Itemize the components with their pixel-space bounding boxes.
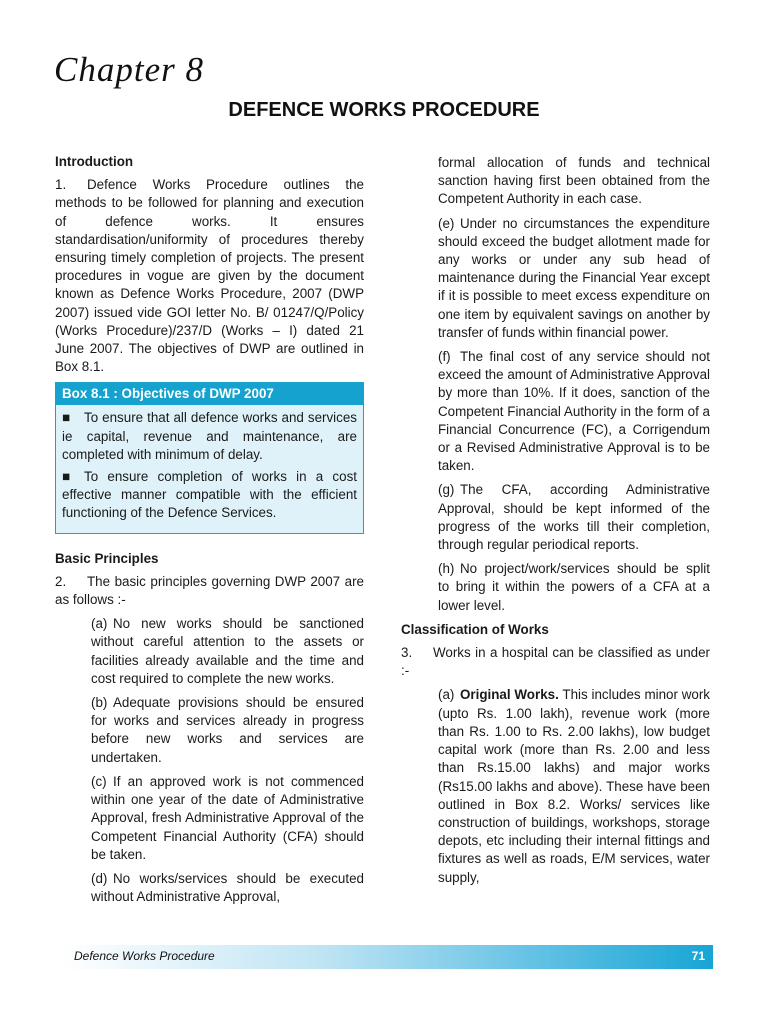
- page-footer: [62, 945, 713, 969]
- paragraph-3: [401, 644, 710, 680]
- principle-label: (g): [438, 482, 455, 498]
- principle-label: (c): [91, 773, 107, 789]
- principle-text: No project/work/services should be split to bring it within the powers of a CFA at a lower level.: [438, 561, 710, 613]
- principle-a: [55, 615, 364, 688]
- objectives-box-title: Box 8.1 : Objectives of DWP 2007: [56, 383, 363, 405]
- paragraph-1-text: Defence Works Procedure outlines the methods to be followed for planning and execution of defence works. It ensures standardisation/uniformity of procedures thereby ensuring timely completion of projects. The present procedures in vogue are given by the document known as Defence Works Procedure, 2007 (DWP 2007) issued vide GOI letter No. B/ 01247/Q/Policy (Works Procedure)/237/D (Works – I) dated 21 June 2007. The objectives of DWP are outlined in Box 8.1.: [55, 177, 364, 375]
- basic-principles-heading: Basic Principles: [55, 550, 159, 566]
- principle-text: If an approved work is not commenced within one year of the date of Administrative Approval, fresh Administrative Approval of the Competent Financial Authority (CFA) should be taken.: [91, 773, 364, 862]
- principle-f: [401, 348, 710, 475]
- principle-text: Under no circumstances the expenditure should exceed the budget allotment made for any works or under any sub head of maintenance during the Financial Year except if it is possible to meet excess expenditure on one item by equivalent savings on another by transfer of funds within financial power.: [438, 215, 710, 340]
- paragraph-3-text: Works in a hospital can be classified as under :-: [401, 645, 710, 679]
- principle-text: Adequate provisions should be ensured for works and services already in progress before new works and services are undertaken.: [91, 695, 364, 765]
- item-label: (a): [438, 687, 455, 703]
- objective-item-text: To ensure that all defence works and services ie capital, revenue and maintenance, are completed with minimum of delay.: [62, 410, 357, 462]
- chapter-label: Chapter 8: [54, 50, 204, 89]
- page-title: DEFENCE WORKS PROCEDURE: [228, 99, 540, 121]
- principle-label: (d): [91, 870, 108, 886]
- principle-text: The CFA, according Administrative Approval, should be kept informed of the progress of the works till their completion, through regular periodical reports.: [438, 482, 710, 553]
- principle-g: [401, 481, 710, 554]
- paragraph-3-number: 3.: [401, 645, 413, 661]
- paragraph-1: [55, 176, 364, 376]
- principle-label: (a): [91, 616, 108, 632]
- objectives-box: [55, 382, 364, 533]
- principle-c: [55, 773, 364, 864]
- principle-text: No works/services should be executed without Administrative Approval,: [91, 870, 364, 905]
- principle-b: [55, 694, 364, 767]
- principle-text: The final cost of any service should not exceed the amount of Administrative Approval by more than 10%. If it does, sanction of the Competent Financial Authority in the form of a Financial Concurrence (FC), a Corrigendum or a Revised Administrative Approval is to be taken.: [438, 349, 710, 474]
- left-column: [55, 153, 364, 912]
- principle-e: [401, 215, 710, 342]
- principle-h: [401, 560, 710, 615]
- paragraph-2-text: The basic principles governing DWP 2007 are as follows :-: [55, 573, 364, 608]
- intro-heading: Introduction: [55, 154, 134, 169]
- objective-item: [62, 409, 357, 464]
- original-works-item: [401, 686, 710, 886]
- principle-label: (e): [438, 215, 455, 231]
- principle-label: (h): [438, 561, 455, 577]
- principle-label: (f): [438, 349, 451, 365]
- objectives-box-body: [56, 405, 363, 532]
- paragraph-2: [55, 573, 364, 609]
- paragraph-1-number: 1.: [55, 177, 67, 193]
- original-works-term: Original Works.: [460, 687, 559, 703]
- principle-label: (b): [91, 695, 108, 711]
- objective-item-text: To ensure completion of works in a cost effective manner compatible with the efficient functioning of the Defence Services.: [62, 469, 357, 521]
- bullet-square-icon: ■: [62, 410, 71, 426]
- principle-d-continued: formal allocation of funds and technical sanction having first been obtained from the Competent Authority in each case.: [438, 155, 710, 207]
- right-column: [401, 154, 710, 893]
- original-works-text: This includes minor work (upto Rs. 1.00 lakh), revenue work (more than Rs. 1.00 to Rs. 2.00 lakhs), low budget capital work (more than Rs. 2.00 and less than Rs.15.00 lakhs) and major works (Rs15.00 lakhs and above). These have been outlined in Box 8.2. Works/ services like construction of buildings, workshops, storage depots, etc including their internal fittings and fixtures as well as roads, E/M services, water supply,: [438, 687, 711, 885]
- paragraph-2-number: 2.: [55, 573, 67, 589]
- classification-heading: Classification of Works: [401, 621, 549, 637]
- objective-item: [62, 468, 357, 523]
- bullet-square-icon: ■: [62, 469, 71, 485]
- principle-text: No new works should be sanctioned without careful attention to the assets or facilities already available and the time and cost required to complete the new works.: [91, 616, 364, 686]
- page-number: 71: [691, 949, 705, 963]
- footer-title: Defence Works Procedure: [74, 949, 215, 963]
- principle-d: [55, 870, 364, 906]
